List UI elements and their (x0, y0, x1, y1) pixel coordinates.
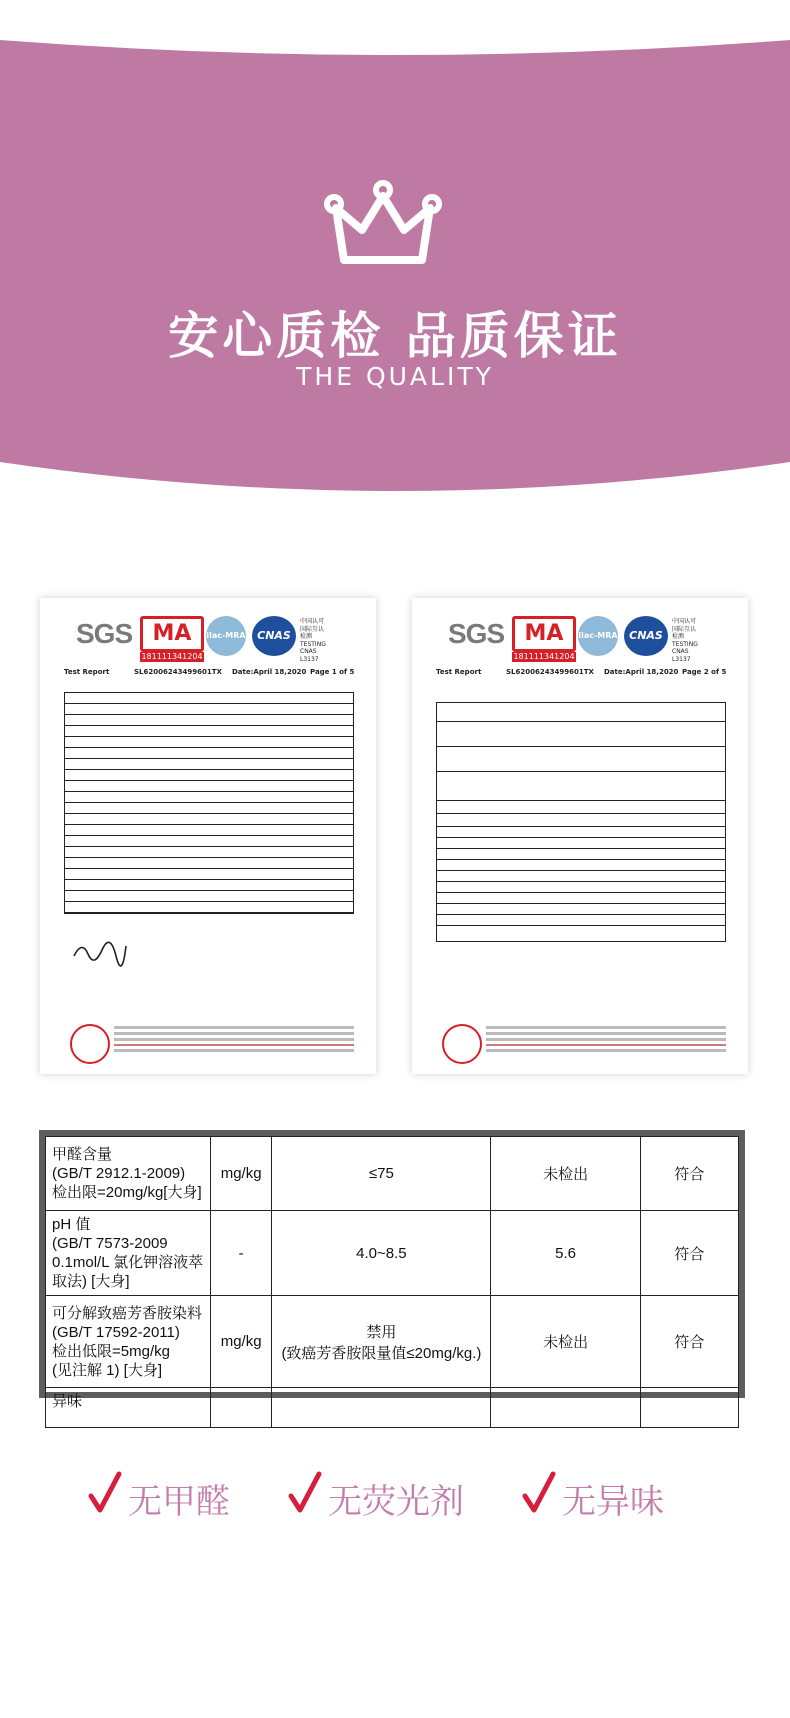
report-footer (114, 1026, 354, 1055)
test-unit: mg/kg (210, 1137, 272, 1211)
report-logos (448, 610, 708, 663)
ma-logo: MA (512, 616, 576, 652)
sgs-logo: SGS (448, 618, 505, 649)
check-icon (522, 1470, 556, 1516)
red-stamp-icon (70, 1024, 110, 1064)
test-requirement (272, 1388, 491, 1428)
table-row (46, 1388, 739, 1428)
test-verdict: 符合 (640, 1137, 738, 1211)
banner-subtitle: THE QUALITY (296, 362, 494, 391)
report-date: Date:April 18,2020 (604, 668, 679, 676)
check-label: 无荧光剂 (328, 1482, 464, 1522)
test-requirement: 禁用 (致癌芳香胺限量值≤20mg/kg.) (272, 1296, 491, 1388)
test-verdict: 符合 (640, 1211, 738, 1296)
check-label: 无甲醛 (128, 1482, 230, 1522)
test-results-inner (45, 1136, 739, 1410)
test-unit (210, 1388, 272, 1428)
cnas-logo: CNAS (624, 616, 668, 656)
test-verdict (640, 1388, 738, 1428)
test-result (491, 1388, 640, 1428)
report-label: Test Report (64, 668, 110, 676)
check-icon (88, 1470, 122, 1516)
sgs-logo: SGS (76, 618, 133, 649)
report-number: SL62006243499601TX (506, 668, 594, 676)
test-results-table (45, 1136, 739, 1428)
table-row (46, 1211, 739, 1296)
test-unit: - (210, 1211, 272, 1296)
test-item: 可分解致癌芳香胺染料 (GB/T 17592-2011) 检出低限=5mg/kg (见注解 1) [大身] (46, 1296, 211, 1388)
test-item: 异味 (46, 1388, 211, 1428)
report-label: Test Report (436, 668, 482, 676)
banner-title: 安心质检 品质保证 (168, 307, 622, 365)
check-label: 无异味 (562, 1482, 664, 1522)
ilac-logo: ilac-MRA (206, 616, 246, 656)
report-table-placeholder (64, 692, 354, 914)
ma-number: 181111341204 (513, 652, 575, 661)
test-item: pH 值 (GB/T 7573-2009 0.1mol/L 氯化钾溶液萃 取法) [大身] (46, 1211, 211, 1296)
test-requirement: ≤75 (272, 1137, 491, 1211)
ma-number: 181111341204 (141, 652, 203, 661)
test-result: 未检出 (491, 1296, 640, 1388)
report-number: SL62006243499601TX (134, 668, 222, 676)
table-row (46, 1296, 739, 1388)
cnas-logo: CNAS (252, 616, 296, 656)
ilac-logo: ilac-MRA (578, 616, 618, 656)
red-stamp-icon (442, 1024, 482, 1064)
test-unit: mg/kg (210, 1296, 272, 1388)
test-report-page-1 (40, 598, 376, 1074)
test-result: 未检出 (491, 1137, 640, 1211)
cnas-caption: 中国认可 国际互认 检测 TESTING CNAS L3137 (672, 618, 698, 663)
check-icon (288, 1470, 322, 1516)
test-requirement: 4.0~8.5 (272, 1211, 491, 1296)
report-date: Date:April 18,2020 (232, 668, 307, 676)
test-verdict: 符合 (640, 1296, 738, 1388)
test-results-frame (39, 1130, 745, 1410)
ma-logo: MA (140, 616, 204, 652)
report-page: Page 2 of 5 (682, 668, 727, 676)
table-row (46, 1137, 739, 1211)
report-table-placeholder (436, 702, 726, 942)
signature (70, 938, 130, 964)
report-footer (486, 1026, 726, 1055)
feature-checks (0, 1470, 790, 1530)
report-page: Page 1 of 5 (310, 668, 355, 676)
test-report-page-2 (412, 598, 748, 1074)
test-item: 甲醛含量 (GB/T 2912.1-2009) 检出限=20mg/kg[大身] (46, 1137, 211, 1211)
crown-icon (322, 178, 444, 274)
cnas-caption: 中国认可 国际互认 检测 TESTING CNAS L3137 (300, 618, 326, 663)
report-logos (76, 610, 336, 663)
test-result: 5.6 (491, 1211, 640, 1296)
